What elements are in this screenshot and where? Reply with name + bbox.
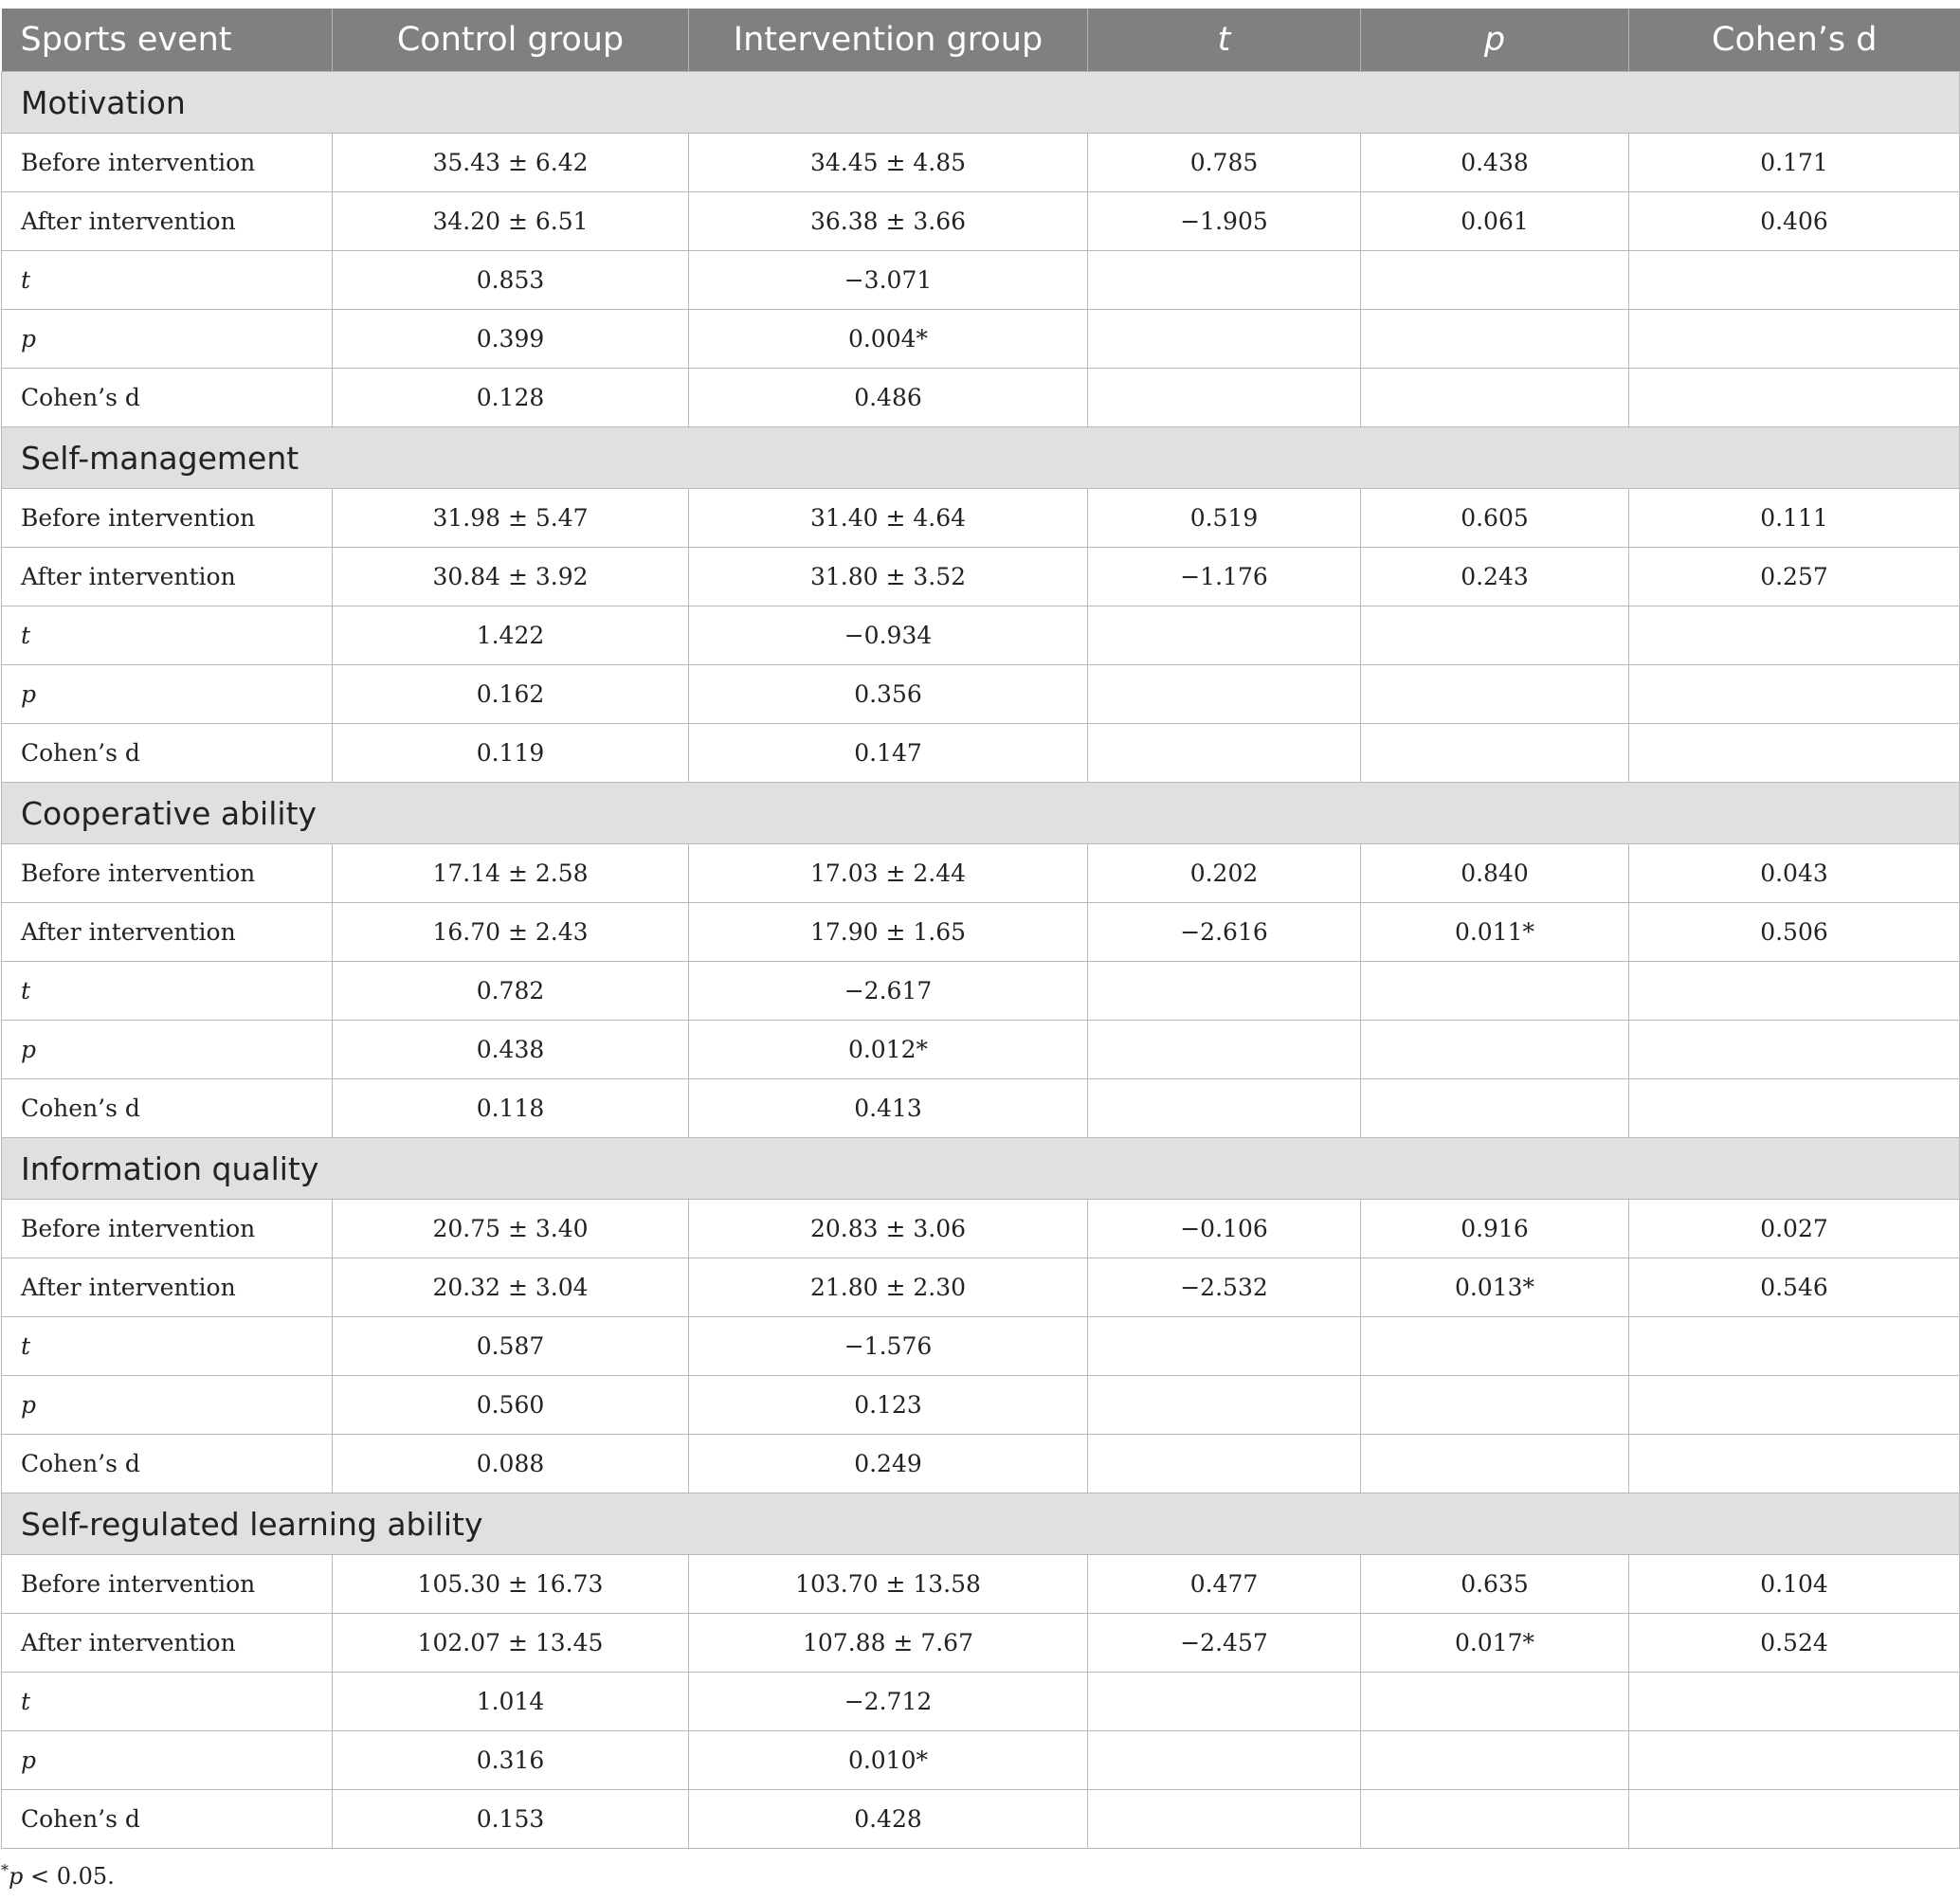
cell-d: 0.257 xyxy=(1629,548,1960,606)
cell-d xyxy=(1629,1435,1960,1493)
cell-control: 1.014 xyxy=(333,1673,689,1731)
table-row xyxy=(2,1021,1960,1079)
row-label: Cohen’s d xyxy=(2,1079,333,1138)
row-label: t xyxy=(2,251,333,310)
cell-p xyxy=(1361,1021,1629,1079)
cell-t xyxy=(1088,251,1361,310)
cell-p: 0.840 xyxy=(1361,844,1629,903)
section-header-row xyxy=(2,72,1960,134)
cell-control: 0.153 xyxy=(333,1790,689,1849)
cell-t xyxy=(1088,1317,1361,1376)
table-row xyxy=(2,192,1960,251)
table-row xyxy=(2,962,1960,1021)
table-row xyxy=(2,489,1960,548)
row-label: p xyxy=(2,310,333,369)
cell-control: 0.128 xyxy=(333,369,689,427)
table-row xyxy=(2,1435,1960,1493)
cell-t xyxy=(1088,1435,1361,1493)
cell-p xyxy=(1361,1435,1629,1493)
cell-d xyxy=(1629,962,1960,1021)
table-row xyxy=(2,1614,1960,1673)
cell-d: 0.546 xyxy=(1629,1258,1960,1317)
cell-p xyxy=(1361,1790,1629,1849)
cell-p: 0.011* xyxy=(1361,903,1629,962)
cell-t: −1.905 xyxy=(1088,192,1361,251)
cell-d xyxy=(1629,1673,1960,1731)
footnote xyxy=(1,1861,115,1890)
section-title: Information quality xyxy=(2,1138,1960,1200)
cell-p xyxy=(1361,1079,1629,1138)
section-title: Motivation xyxy=(2,72,1960,134)
header-cohens-d: Cohen’s d xyxy=(1629,9,1960,72)
table-body xyxy=(2,72,1960,1849)
cell-p xyxy=(1361,606,1629,665)
footnote-asterisk: * xyxy=(1,1861,9,1879)
cell-control: 0.119 xyxy=(333,724,689,783)
cell-control: 31.98 ± 5.47 xyxy=(333,489,689,548)
cell-intervention: 107.88 ± 7.67 xyxy=(689,1614,1088,1673)
row-label: Cohen’s d xyxy=(2,369,333,427)
cell-control: 0.118 xyxy=(333,1079,689,1138)
row-label: Cohen’s d xyxy=(2,1790,333,1849)
row-label: After intervention xyxy=(2,548,333,606)
table-row xyxy=(2,665,1960,724)
cell-t: −1.176 xyxy=(1088,548,1361,606)
cell-control: 0.853 xyxy=(333,251,689,310)
cell-control: 102.07 ± 13.45 xyxy=(333,1614,689,1673)
header-sports-event: Sports event xyxy=(2,9,333,72)
cell-intervention: 34.45 ± 4.85 xyxy=(689,134,1088,192)
cell-control: 20.32 ± 3.04 xyxy=(333,1258,689,1317)
footnote-text: < 0.05. xyxy=(23,1863,115,1890)
cell-intervention: 0.356 xyxy=(689,665,1088,724)
row-label: t xyxy=(2,1673,333,1731)
row-label: p xyxy=(2,665,333,724)
cell-p xyxy=(1361,1317,1629,1376)
section-title: Self-regulated learning ability xyxy=(2,1493,1960,1555)
cell-p xyxy=(1361,1376,1629,1435)
cell-p: 0.605 xyxy=(1361,489,1629,548)
table-row xyxy=(2,369,1960,427)
cell-t: 0.202 xyxy=(1088,844,1361,903)
cell-d: 0.104 xyxy=(1629,1555,1960,1614)
cell-t xyxy=(1088,1021,1361,1079)
table-row xyxy=(2,251,1960,310)
cell-p xyxy=(1361,724,1629,783)
cell-p: 0.916 xyxy=(1361,1200,1629,1258)
cell-intervention: 36.38 ± 3.66 xyxy=(689,192,1088,251)
table-row xyxy=(2,1555,1960,1614)
cell-t: 0.519 xyxy=(1088,489,1361,548)
section-header-row xyxy=(2,1493,1960,1555)
cell-t: 0.785 xyxy=(1088,134,1361,192)
table-row xyxy=(2,310,1960,369)
cell-p: 0.635 xyxy=(1361,1555,1629,1614)
footnote-p-symbol: p xyxy=(9,1863,24,1890)
cell-control: 20.75 ± 3.40 xyxy=(333,1200,689,1258)
row-label: Before intervention xyxy=(2,134,333,192)
cell-t xyxy=(1088,1731,1361,1790)
row-label: p xyxy=(2,1376,333,1435)
table-row xyxy=(2,606,1960,665)
cell-d: 0.406 xyxy=(1629,192,1960,251)
cell-d xyxy=(1629,310,1960,369)
cell-t xyxy=(1088,369,1361,427)
cell-control: 0.162 xyxy=(333,665,689,724)
cell-t xyxy=(1088,724,1361,783)
table-row xyxy=(2,1673,1960,1731)
cell-p: 0.061 xyxy=(1361,192,1629,251)
row-label: Before intervention xyxy=(2,1555,333,1614)
row-label: After intervention xyxy=(2,903,333,962)
cell-d: 0.171 xyxy=(1629,134,1960,192)
row-label: Before intervention xyxy=(2,489,333,548)
table-row xyxy=(2,903,1960,962)
row-label: Before intervention xyxy=(2,844,333,903)
cell-p xyxy=(1361,962,1629,1021)
row-label: Cohen’s d xyxy=(2,724,333,783)
cell-intervention: 0.147 xyxy=(689,724,1088,783)
header-intervention-group: Intervention group xyxy=(689,9,1088,72)
cell-d xyxy=(1629,724,1960,783)
cell-intervention: −2.617 xyxy=(689,962,1088,1021)
cell-t xyxy=(1088,310,1361,369)
cell-t xyxy=(1088,606,1361,665)
cell-t xyxy=(1088,1673,1361,1731)
cell-d xyxy=(1629,1079,1960,1138)
cell-control: 0.316 xyxy=(333,1731,689,1790)
cell-t xyxy=(1088,1079,1361,1138)
cell-intervention: 0.413 xyxy=(689,1079,1088,1138)
cell-d xyxy=(1629,1021,1960,1079)
cell-intervention: 0.249 xyxy=(689,1435,1088,1493)
cell-t: −0.106 xyxy=(1088,1200,1361,1258)
cell-d: 0.506 xyxy=(1629,903,1960,962)
row-label: After intervention xyxy=(2,1614,333,1673)
cell-d xyxy=(1629,251,1960,310)
cell-intervention: 0.486 xyxy=(689,369,1088,427)
cell-intervention: 20.83 ± 3.06 xyxy=(689,1200,1088,1258)
row-label: After intervention xyxy=(2,1258,333,1317)
cell-intervention: 31.80 ± 3.52 xyxy=(689,548,1088,606)
cell-p: 0.243 xyxy=(1361,548,1629,606)
cell-intervention: 103.70 ± 13.58 xyxy=(689,1555,1088,1614)
cell-d xyxy=(1629,665,1960,724)
cell-control: 105.30 ± 16.73 xyxy=(333,1555,689,1614)
cell-control: 35.43 ± 6.42 xyxy=(333,134,689,192)
cell-control: 0.399 xyxy=(333,310,689,369)
row-label: t xyxy=(2,1317,333,1376)
table-row xyxy=(2,844,1960,903)
cell-intervention: 0.012* xyxy=(689,1021,1088,1079)
cell-t: −2.457 xyxy=(1088,1614,1361,1673)
row-label: p xyxy=(2,1021,333,1079)
results-table xyxy=(1,9,1960,1849)
cell-d xyxy=(1629,1376,1960,1435)
cell-p xyxy=(1361,1731,1629,1790)
cell-d xyxy=(1629,369,1960,427)
cell-p xyxy=(1361,369,1629,427)
table-row xyxy=(2,134,1960,192)
section-header-row xyxy=(2,1138,1960,1200)
cell-d xyxy=(1629,1790,1960,1849)
cell-control: 17.14 ± 2.58 xyxy=(333,844,689,903)
cell-intervention: −2.712 xyxy=(689,1673,1088,1731)
cell-intervention: 21.80 ± 2.30 xyxy=(689,1258,1088,1317)
table-row xyxy=(2,724,1960,783)
table-row xyxy=(2,1790,1960,1849)
cell-p xyxy=(1361,665,1629,724)
cell-intervention: −0.934 xyxy=(689,606,1088,665)
section-title: Cooperative ability xyxy=(2,783,1960,844)
cell-d xyxy=(1629,606,1960,665)
cell-t xyxy=(1088,1376,1361,1435)
table-row xyxy=(2,1317,1960,1376)
row-label: Cohen’s d xyxy=(2,1435,333,1493)
cell-control: 0.560 xyxy=(333,1376,689,1435)
cell-control: 0.088 xyxy=(333,1435,689,1493)
section-header-row xyxy=(2,783,1960,844)
cell-control: 30.84 ± 3.92 xyxy=(333,548,689,606)
results-table-container xyxy=(1,9,1959,1849)
cell-p xyxy=(1361,251,1629,310)
cell-intervention: 0.010* xyxy=(689,1731,1088,1790)
cell-t: 0.477 xyxy=(1088,1555,1361,1614)
row-label: Before intervention xyxy=(2,1200,333,1258)
table-row xyxy=(2,1376,1960,1435)
cell-d: 0.524 xyxy=(1629,1614,1960,1673)
row-label: t xyxy=(2,606,333,665)
cell-intervention: 17.90 ± 1.65 xyxy=(689,903,1088,962)
cell-intervention: 0.428 xyxy=(689,1790,1088,1849)
cell-control: 34.20 ± 6.51 xyxy=(333,192,689,251)
cell-p xyxy=(1361,1673,1629,1731)
cell-control: 16.70 ± 2.43 xyxy=(333,903,689,962)
cell-control: 0.438 xyxy=(333,1021,689,1079)
cell-p: 0.013* xyxy=(1361,1258,1629,1317)
table-row xyxy=(2,548,1960,606)
cell-intervention: 0.123 xyxy=(689,1376,1088,1435)
cell-p: 0.438 xyxy=(1361,134,1629,192)
cell-p: 0.017* xyxy=(1361,1614,1629,1673)
cell-intervention: 31.40 ± 4.64 xyxy=(689,489,1088,548)
row-label: p xyxy=(2,1731,333,1790)
cell-intervention: −3.071 xyxy=(689,251,1088,310)
cell-control: 0.587 xyxy=(333,1317,689,1376)
table-row xyxy=(2,1731,1960,1790)
row-label: t xyxy=(2,962,333,1021)
cell-intervention: 17.03 ± 2.44 xyxy=(689,844,1088,903)
cell-intervention: −1.576 xyxy=(689,1317,1088,1376)
cell-p xyxy=(1361,310,1629,369)
header-p: p xyxy=(1361,9,1629,72)
cell-t: −2.616 xyxy=(1088,903,1361,962)
cell-control: 0.782 xyxy=(333,962,689,1021)
cell-d: 0.027 xyxy=(1629,1200,1960,1258)
header-control-group: Control group xyxy=(333,9,689,72)
cell-control: 1.422 xyxy=(333,606,689,665)
table-row xyxy=(2,1200,1960,1258)
row-label: After intervention xyxy=(2,192,333,251)
cell-d xyxy=(1629,1731,1960,1790)
cell-d: 0.043 xyxy=(1629,844,1960,903)
table-row xyxy=(2,1079,1960,1138)
cell-d xyxy=(1629,1317,1960,1376)
cell-t xyxy=(1088,1790,1361,1849)
table-row xyxy=(2,1258,1960,1317)
header-t: t xyxy=(1088,9,1361,72)
cell-d: 0.111 xyxy=(1629,489,1960,548)
section-header-row xyxy=(2,427,1960,489)
section-title: Self-management xyxy=(2,427,1960,489)
cell-t xyxy=(1088,665,1361,724)
cell-t: −2.532 xyxy=(1088,1258,1361,1317)
table-header xyxy=(2,9,1960,72)
cell-t xyxy=(1088,962,1361,1021)
cell-intervention: 0.004* xyxy=(689,310,1088,369)
